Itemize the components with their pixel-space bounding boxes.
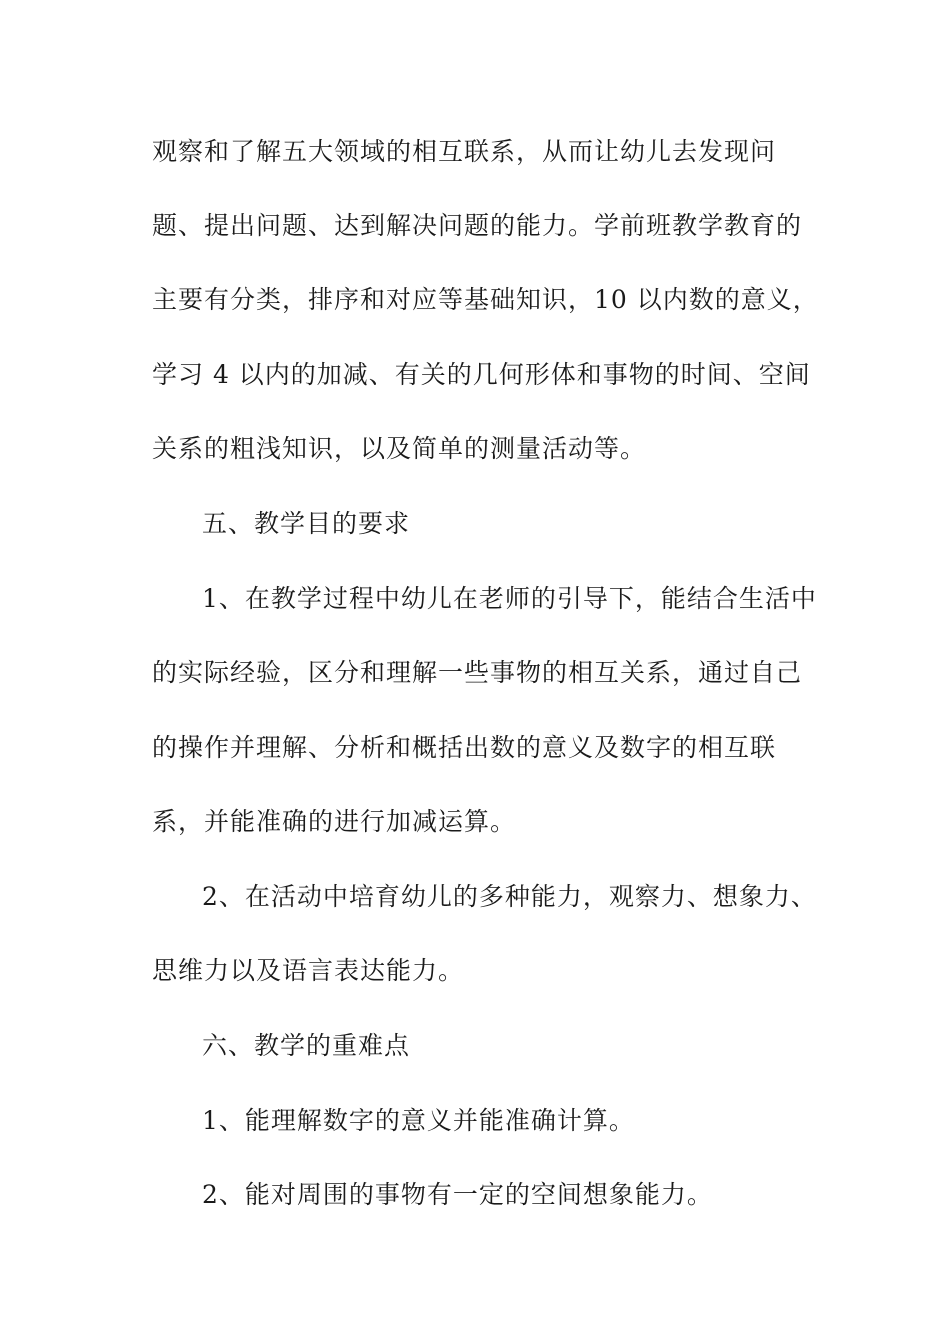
paragraph-line: 学习 4 以内的加减、有关的几何形体和事物的时间、空间 — [152, 360, 811, 389]
paragraph-line: 观察和了解五大领域的相互联系，从而让幼儿去发现问 — [152, 137, 777, 166]
paragraph-line: 关系的粗浅知识，以及简单的测量活动等。 — [152, 434, 647, 463]
paragraph-line: 1、能理解数字的意义并能准确计算。 — [202, 1106, 635, 1135]
paragraph-line: 的操作并理解、分析和概括出数的意义及数字的相互联 — [152, 733, 777, 762]
paragraph-line: 的实际经验，区分和理解一些事物的相互关系，通过自己 — [152, 658, 803, 687]
paragraph-line: 题、提出问题、达到解决问题的能力。学前班教学教育的 — [152, 211, 803, 240]
section-heading: 六、教学的重难点 — [202, 1031, 411, 1060]
section-heading: 五、教学目的要求 — [202, 509, 411, 538]
paragraph-line: 2、在活动中培育幼儿的多种能力，观察力、想象力、 — [202, 882, 817, 911]
paragraph-line: 思维力以及语言表达能力。 — [152, 956, 465, 985]
paragraph-line: 1、在教学过程中幼儿在老师的引导下，能结合生活中 — [202, 584, 817, 613]
paragraph-line: 主要有分类，排序和对应等基础知识，10 以内数的意义， — [152, 285, 819, 314]
paragraph-line: 2、能对周围的事物有一定的空间想象能力。 — [202, 1180, 713, 1209]
paragraph-line: 系，并能准确的进行加减运算。 — [152, 807, 517, 836]
